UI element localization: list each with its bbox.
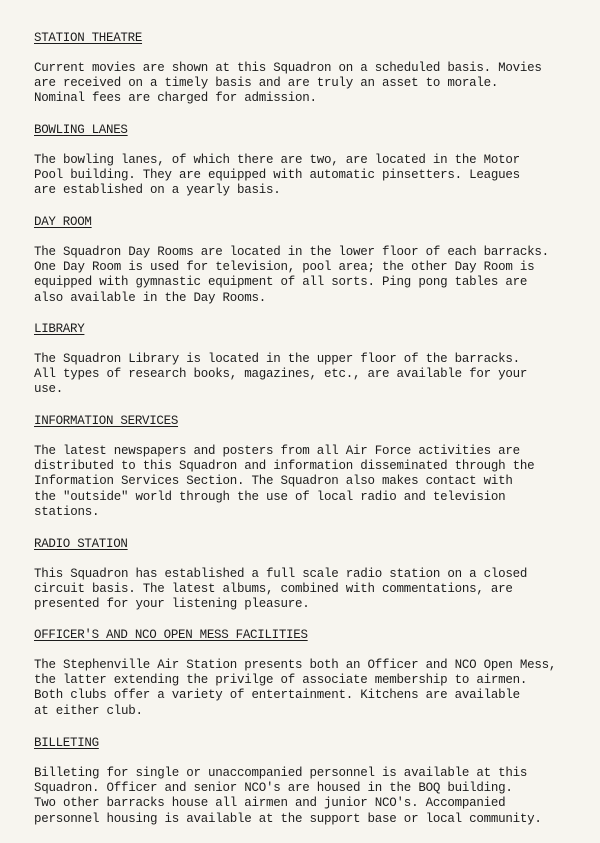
section-heading-library: LIBRARY <box>34 322 85 336</box>
text-line: at either club. <box>34 703 143 718</box>
section-body-open-mess-facilities <box>34 658 594 719</box>
text-line: Billeting for single or unaccompanied personnel is available at this <box>34 766 528 780</box>
text-line: use. <box>34 382 64 397</box>
text-line: presented for your listening pleasure. <box>34 597 310 612</box>
text-line: the "outside" world through the use of local radio and television <box>34 489 506 504</box>
text-line: Two other barracks house all airmen and junior NCO's. Accompanied <box>34 796 506 811</box>
text-line: The Stephenville Air Station presents both an Officer and NCO Open Mess, <box>34 658 557 672</box>
text-line: the latter extending the privilge of associate membership to airmen. <box>34 673 528 688</box>
section-heading-bowling-lanes: BOWLING LANES <box>34 123 128 137</box>
text-line: also available in the Day Rooms. <box>34 290 267 305</box>
text-line: Information Services Section. The Squadron also makes contact with <box>34 474 513 489</box>
section-heading-open-mess-facilities: OFFICER'S AND NCO OPEN MESS FACILITIES <box>34 628 308 642</box>
text-line: The Squadron Library is located in the upper floor of the barracks. <box>34 352 520 366</box>
text-line: The bowling lanes, of which there are two, are located in the Motor <box>34 153 520 167</box>
text-line: Both clubs offer a variety of entertainment. Kitchens are available <box>34 688 520 703</box>
section-body-library <box>34 352 594 398</box>
text-line: stations. <box>34 504 100 519</box>
section-heading-radio-station: RADIO STATION <box>34 537 128 551</box>
text-line: Nominal fees are charged for admission. <box>34 91 317 106</box>
text-line: distributed to this Squadron and information disseminated through the <box>34 459 535 474</box>
text-line: One Day Room is used for television, pool area; the other Day Room is <box>34 260 535 275</box>
text-line: The Squadron Day Rooms are located in the lower floor of each barracks. <box>34 245 549 259</box>
section-heading-billeting: BILLETING <box>34 736 99 750</box>
section-heading-station-theatre: STATION THEATRE <box>34 31 143 45</box>
text-line: are received on a timely basis and are truly an asset to morale. <box>34 76 499 91</box>
section-body-radio-station <box>34 567 594 613</box>
text-line: Pool building. They are equipped with automatic pinsetters. Leagues <box>34 168 520 183</box>
section-heading-information-services: INFORMATION SERVICES <box>34 414 179 428</box>
section-body-information-services <box>34 444 594 520</box>
text-line: Current movies are shown at this Squadron on a scheduled basis. Movies <box>34 61 542 75</box>
section-body-day-room <box>34 245 594 306</box>
text-line: Squadron. Officer and senior NCO's are housed in the BOQ building. <box>34 781 513 796</box>
text-line: All types of research books, magazines, etc., are available for your <box>34 367 528 382</box>
section-body-bowling-lanes <box>34 153 594 199</box>
section-body-billeting <box>34 766 594 827</box>
text-line: The latest newspapers and posters from all Air Force activities are <box>34 444 520 458</box>
text-line: This Squadron has established a full scale radio station on a closed <box>34 567 528 581</box>
section-heading-day-room: DAY ROOM <box>34 215 92 229</box>
text-line: are established on a yearly basis. <box>34 183 281 198</box>
section-body-station-theatre <box>34 61 594 107</box>
text-line: personnel housing is available at the support base or local community. <box>34 811 542 826</box>
text-line: equipped with gymnastic equipment of all sorts. Ping pong tables are <box>34 275 528 290</box>
text-line: circuit basis. The latest albums, combined with commentations, are <box>34 582 513 597</box>
